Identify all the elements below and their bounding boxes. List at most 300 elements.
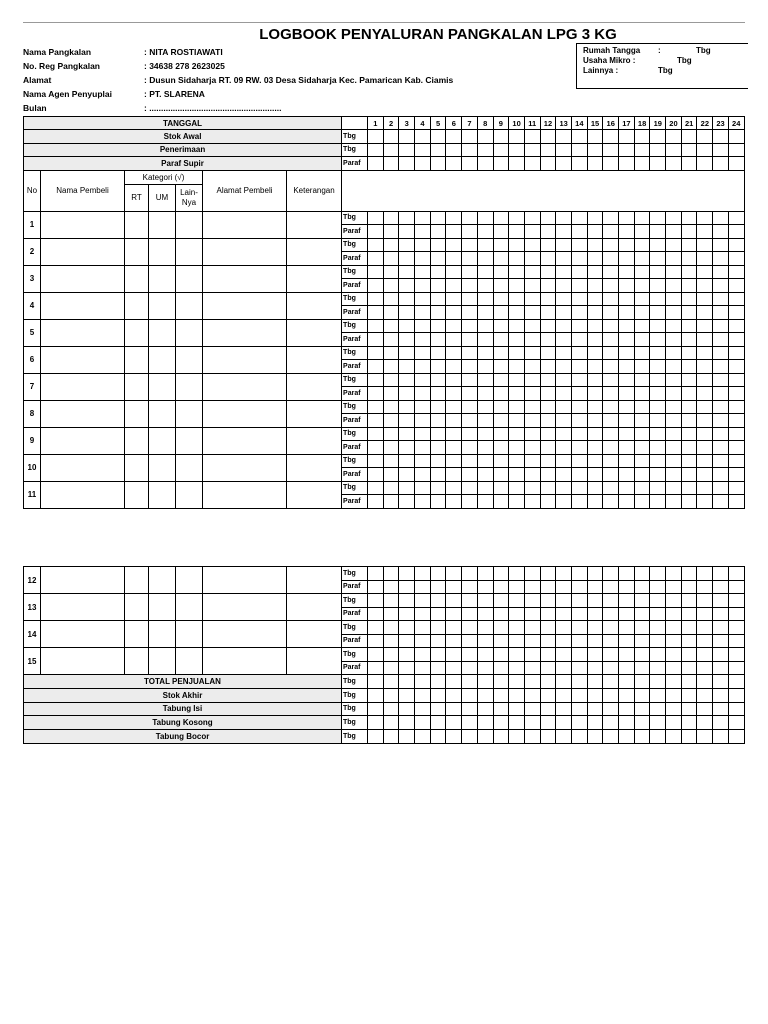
day-cell[interactable] — [430, 495, 446, 509]
day-cell[interactable] — [399, 400, 415, 414]
day-cell[interactable] — [477, 360, 493, 374]
day-cell[interactable] — [571, 238, 587, 252]
day-cell[interactable] — [509, 495, 525, 509]
day-cell[interactable] — [462, 427, 478, 441]
rt-cell[interactable] — [125, 265, 149, 292]
day-cell[interactable] — [399, 648, 415, 662]
day-cell[interactable] — [619, 400, 635, 414]
day-cell[interactable] — [587, 252, 603, 266]
day-cell[interactable] — [462, 279, 478, 293]
day-cell[interactable] — [556, 143, 572, 157]
day-cell[interactable] — [603, 143, 619, 157]
day-cell[interactable] — [477, 427, 493, 441]
day-cell[interactable] — [399, 211, 415, 225]
day-cell[interactable] — [399, 607, 415, 621]
day-cell[interactable] — [383, 621, 399, 635]
day-cell[interactable] — [383, 468, 399, 482]
day-cell[interactable] — [462, 661, 478, 675]
day-cell[interactable] — [571, 648, 587, 662]
day-cell[interactable] — [666, 225, 682, 239]
day-cell[interactable] — [462, 567, 478, 581]
day-cell[interactable] — [430, 634, 446, 648]
day-cell[interactable] — [368, 252, 384, 266]
day-cell[interactable] — [462, 648, 478, 662]
day-cell[interactable] — [728, 675, 744, 689]
day-cell[interactable] — [493, 688, 509, 702]
day-cell[interactable] — [540, 279, 556, 293]
day-cell[interactable] — [681, 441, 697, 455]
day-cell[interactable] — [650, 675, 666, 689]
day-cell[interactable] — [603, 306, 619, 320]
day-cell[interactable] — [634, 468, 650, 482]
day-cell[interactable] — [728, 292, 744, 306]
day-cell[interactable] — [415, 292, 431, 306]
day-cell[interactable] — [619, 454, 635, 468]
day-cell[interactable] — [415, 414, 431, 428]
day-cell[interactable] — [462, 373, 478, 387]
day-cell[interactable] — [587, 634, 603, 648]
day-cell[interactable] — [446, 279, 462, 293]
day-cell[interactable] — [383, 252, 399, 266]
day-cell[interactable] — [477, 594, 493, 608]
day-cell[interactable] — [399, 265, 415, 279]
day-cell[interactable] — [493, 702, 509, 716]
day-cell[interactable] — [509, 387, 525, 401]
day-cell[interactable] — [650, 607, 666, 621]
day-cell[interactable] — [493, 607, 509, 621]
day-cell[interactable] — [524, 130, 540, 144]
day-cell[interactable] — [383, 143, 399, 157]
day-cell[interactable] — [587, 580, 603, 594]
day-cell[interactable] — [571, 306, 587, 320]
day-cell[interactable] — [509, 481, 525, 495]
day-cell[interactable] — [728, 360, 744, 374]
day-cell[interactable] — [524, 688, 540, 702]
day-cell[interactable] — [603, 346, 619, 360]
day-cell[interactable] — [728, 130, 744, 144]
day-cell[interactable] — [634, 675, 650, 689]
day-cell[interactable] — [556, 279, 572, 293]
day-cell[interactable] — [430, 157, 446, 171]
rt-cell[interactable] — [125, 400, 149, 427]
day-cell[interactable] — [556, 333, 572, 347]
day-cell[interactable] — [524, 292, 540, 306]
day-cell[interactable] — [399, 468, 415, 482]
day-cell[interactable] — [713, 594, 729, 608]
day-cell[interactable] — [666, 319, 682, 333]
day-cell[interactable] — [571, 225, 587, 239]
day-cell[interactable] — [540, 495, 556, 509]
day-cell[interactable] — [446, 716, 462, 730]
day-cell[interactable] — [587, 360, 603, 374]
day-cell[interactable] — [666, 661, 682, 675]
day-cell[interactable] — [446, 400, 462, 414]
day-cell[interactable] — [713, 360, 729, 374]
day-cell[interactable] — [540, 414, 556, 428]
day-cell[interactable] — [540, 360, 556, 374]
day-cell[interactable] — [603, 688, 619, 702]
day-cell[interactable] — [713, 427, 729, 441]
day-cell[interactable] — [446, 346, 462, 360]
day-cell[interactable] — [556, 211, 572, 225]
lainnya-cell[interactable] — [176, 319, 203, 346]
day-cell[interactable] — [666, 143, 682, 157]
day-cell[interactable] — [556, 414, 572, 428]
day-cell[interactable] — [556, 621, 572, 635]
day-cell[interactable] — [430, 292, 446, 306]
day-cell[interactable] — [728, 265, 744, 279]
day-cell[interactable] — [697, 621, 713, 635]
day-cell[interactable] — [493, 675, 509, 689]
day-cell[interactable] — [697, 252, 713, 266]
day-cell[interactable] — [619, 441, 635, 455]
day-cell[interactable] — [477, 607, 493, 621]
day-cell[interactable] — [430, 481, 446, 495]
day-cell[interactable] — [415, 481, 431, 495]
day-cell[interactable] — [713, 495, 729, 509]
day-cell[interactable] — [713, 702, 729, 716]
day-cell[interactable] — [556, 400, 572, 414]
day-cell[interactable] — [540, 688, 556, 702]
day-cell[interactable] — [650, 225, 666, 239]
day-cell[interactable] — [697, 265, 713, 279]
day-cell[interactable] — [493, 730, 509, 744]
buyer-address-cell[interactable] — [203, 567, 287, 594]
day-cell[interactable] — [634, 730, 650, 744]
day-cell[interactable] — [493, 346, 509, 360]
day-cell[interactable] — [603, 454, 619, 468]
day-cell[interactable] — [650, 292, 666, 306]
day-cell[interactable] — [666, 468, 682, 482]
day-cell[interactable] — [556, 580, 572, 594]
day-cell[interactable] — [524, 481, 540, 495]
day-cell[interactable] — [728, 427, 744, 441]
day-cell[interactable] — [509, 634, 525, 648]
day-cell[interactable] — [462, 130, 478, 144]
day-cell[interactable] — [728, 594, 744, 608]
day-cell[interactable] — [603, 238, 619, 252]
day-cell[interactable] — [603, 495, 619, 509]
day-cell[interactable] — [603, 607, 619, 621]
notes-cell[interactable] — [287, 481, 342, 508]
day-cell[interactable] — [477, 634, 493, 648]
notes-cell[interactable] — [287, 211, 342, 238]
day-cell[interactable] — [666, 441, 682, 455]
day-cell[interactable] — [446, 661, 462, 675]
day-cell[interactable] — [619, 634, 635, 648]
day-cell[interactable] — [634, 594, 650, 608]
day-cell[interactable] — [619, 387, 635, 401]
day-cell[interactable] — [697, 427, 713, 441]
day-cell[interactable] — [540, 130, 556, 144]
day-cell[interactable] — [399, 143, 415, 157]
day-cell[interactable] — [524, 319, 540, 333]
day-cell[interactable] — [556, 495, 572, 509]
day-cell[interactable] — [634, 143, 650, 157]
day-cell[interactable] — [713, 468, 729, 482]
day-cell[interactable] — [493, 360, 509, 374]
day-cell[interactable] — [415, 143, 431, 157]
day-cell[interactable] — [634, 702, 650, 716]
day-cell[interactable] — [493, 441, 509, 455]
day-cell[interactable] — [509, 211, 525, 225]
notes-cell[interactable] — [287, 454, 342, 481]
day-cell[interactable] — [493, 567, 509, 581]
day-cell[interactable] — [415, 495, 431, 509]
day-cell[interactable] — [415, 319, 431, 333]
day-cell[interactable] — [697, 157, 713, 171]
day-cell[interactable] — [540, 252, 556, 266]
notes-cell[interactable] — [287, 373, 342, 400]
day-cell[interactable] — [415, 454, 431, 468]
day-cell[interactable] — [446, 333, 462, 347]
day-cell[interactable] — [728, 373, 744, 387]
day-cell[interactable] — [713, 292, 729, 306]
day-cell[interactable] — [383, 495, 399, 509]
day-cell[interactable] — [383, 333, 399, 347]
day-cell[interactable] — [430, 567, 446, 581]
day-cell[interactable] — [415, 238, 431, 252]
day-cell[interactable] — [446, 594, 462, 608]
day-cell[interactable] — [681, 373, 697, 387]
day-cell[interactable] — [493, 387, 509, 401]
day-cell[interactable] — [619, 607, 635, 621]
day-cell[interactable] — [383, 634, 399, 648]
day-cell[interactable] — [430, 580, 446, 594]
day-cell[interactable] — [650, 360, 666, 374]
day-cell[interactable] — [634, 238, 650, 252]
day-cell[interactable] — [540, 716, 556, 730]
day-cell[interactable] — [681, 621, 697, 635]
um-cell[interactable] — [149, 400, 176, 427]
day-cell[interactable] — [540, 567, 556, 581]
day-cell[interactable] — [368, 675, 384, 689]
day-cell[interactable] — [603, 648, 619, 662]
day-cell[interactable] — [681, 688, 697, 702]
day-cell[interactable] — [650, 716, 666, 730]
day-cell[interactable] — [556, 730, 572, 744]
day-cell[interactable] — [681, 675, 697, 689]
day-cell[interactable] — [540, 607, 556, 621]
day-cell[interactable] — [399, 130, 415, 144]
buyer-name-cell[interactable] — [41, 373, 125, 400]
um-cell[interactable] — [149, 621, 176, 648]
day-cell[interactable] — [509, 400, 525, 414]
day-cell[interactable] — [415, 427, 431, 441]
day-cell[interactable] — [728, 730, 744, 744]
day-cell[interactable] — [509, 252, 525, 266]
day-cell[interactable] — [697, 716, 713, 730]
day-cell[interactable] — [650, 130, 666, 144]
day-cell[interactable] — [540, 468, 556, 482]
day-cell[interactable] — [383, 661, 399, 675]
day-cell[interactable] — [509, 454, 525, 468]
day-cell[interactable] — [446, 265, 462, 279]
day-cell[interactable] — [399, 279, 415, 293]
day-cell[interactable] — [430, 333, 446, 347]
day-cell[interactable] — [713, 387, 729, 401]
day-cell[interactable] — [728, 702, 744, 716]
day-cell[interactable] — [446, 441, 462, 455]
day-cell[interactable] — [603, 252, 619, 266]
day-cell[interactable] — [619, 373, 635, 387]
day-cell[interactable] — [383, 238, 399, 252]
day-cell[interactable] — [462, 292, 478, 306]
day-cell[interactable] — [399, 481, 415, 495]
day-cell[interactable] — [619, 360, 635, 374]
day-cell[interactable] — [571, 292, 587, 306]
day-cell[interactable] — [383, 567, 399, 581]
day-cell[interactable] — [587, 688, 603, 702]
day-cell[interactable] — [462, 454, 478, 468]
day-cell[interactable] — [587, 468, 603, 482]
day-cell[interactable] — [509, 143, 525, 157]
day-cell[interactable] — [634, 567, 650, 581]
day-cell[interactable] — [571, 730, 587, 744]
day-cell[interactable] — [681, 387, 697, 401]
day-cell[interactable] — [477, 319, 493, 333]
day-cell[interactable] — [493, 495, 509, 509]
day-cell[interactable] — [446, 211, 462, 225]
day-cell[interactable] — [619, 468, 635, 482]
day-cell[interactable] — [399, 661, 415, 675]
day-cell[interactable] — [368, 495, 384, 509]
day-cell[interactable] — [509, 594, 525, 608]
day-cell[interactable] — [666, 279, 682, 293]
day-cell[interactable] — [415, 580, 431, 594]
day-cell[interactable] — [681, 130, 697, 144]
day-cell[interactable] — [603, 360, 619, 374]
day-cell[interactable] — [509, 661, 525, 675]
day-cell[interactable] — [540, 346, 556, 360]
day-cell[interactable] — [697, 373, 713, 387]
day-cell[interactable] — [524, 225, 540, 239]
day-cell[interactable] — [524, 400, 540, 414]
day-cell[interactable] — [509, 675, 525, 689]
lainnya-cell[interactable] — [176, 567, 203, 594]
day-cell[interactable] — [587, 607, 603, 621]
day-cell[interactable] — [415, 688, 431, 702]
day-cell[interactable] — [650, 441, 666, 455]
day-cell[interactable] — [446, 360, 462, 374]
day-cell[interactable] — [462, 730, 478, 744]
day-cell[interactable] — [587, 373, 603, 387]
day-cell[interactable] — [509, 292, 525, 306]
day-cell[interactable] — [509, 319, 525, 333]
day-cell[interactable] — [493, 427, 509, 441]
buyer-name-cell[interactable] — [41, 211, 125, 238]
day-cell[interactable] — [493, 454, 509, 468]
day-cell[interactable] — [415, 661, 431, 675]
day-cell[interactable] — [556, 238, 572, 252]
day-cell[interactable] — [619, 648, 635, 662]
day-cell[interactable] — [728, 346, 744, 360]
day-cell[interactable] — [728, 495, 744, 509]
day-cell[interactable] — [430, 143, 446, 157]
day-cell[interactable] — [430, 306, 446, 320]
buyer-name-cell[interactable] — [41, 427, 125, 454]
day-cell[interactable] — [728, 414, 744, 428]
day-cell[interactable] — [415, 373, 431, 387]
day-cell[interactable] — [697, 688, 713, 702]
day-cell[interactable] — [493, 157, 509, 171]
day-cell[interactable] — [697, 730, 713, 744]
day-cell[interactable] — [728, 661, 744, 675]
day-cell[interactable] — [493, 400, 509, 414]
day-cell[interactable] — [556, 648, 572, 662]
day-cell[interactable] — [493, 661, 509, 675]
day-cell[interactable] — [603, 373, 619, 387]
day-cell[interactable] — [383, 414, 399, 428]
day-cell[interactable] — [556, 387, 572, 401]
day-cell[interactable] — [603, 481, 619, 495]
day-cell[interactable] — [399, 373, 415, 387]
lainnya-cell[interactable] — [176, 211, 203, 238]
day-cell[interactable] — [430, 454, 446, 468]
day-cell[interactable] — [446, 319, 462, 333]
day-cell[interactable] — [399, 238, 415, 252]
day-cell[interactable] — [509, 414, 525, 428]
day-cell[interactable] — [383, 730, 399, 744]
day-cell[interactable] — [728, 143, 744, 157]
lainnya-cell[interactable] — [176, 621, 203, 648]
day-cell[interactable] — [666, 306, 682, 320]
day-cell[interactable] — [524, 157, 540, 171]
um-cell[interactable] — [149, 567, 176, 594]
day-cell[interactable] — [619, 414, 635, 428]
day-cell[interactable] — [713, 675, 729, 689]
buyer-address-cell[interactable] — [203, 346, 287, 373]
lainnya-cell[interactable] — [176, 265, 203, 292]
day-cell[interactable] — [634, 481, 650, 495]
day-cell[interactable] — [493, 414, 509, 428]
day-cell[interactable] — [415, 225, 431, 239]
day-cell[interactable] — [430, 373, 446, 387]
day-cell[interactable] — [415, 621, 431, 635]
day-cell[interactable] — [713, 441, 729, 455]
day-cell[interactable] — [509, 238, 525, 252]
day-cell[interactable] — [666, 346, 682, 360]
day-cell[interactable] — [619, 621, 635, 635]
day-cell[interactable] — [619, 661, 635, 675]
day-cell[interactable] — [556, 567, 572, 581]
day-cell[interactable] — [728, 716, 744, 730]
day-cell[interactable] — [634, 427, 650, 441]
day-cell[interactable] — [634, 648, 650, 662]
day-cell[interactable] — [493, 621, 509, 635]
day-cell[interactable] — [477, 265, 493, 279]
day-cell[interactable] — [603, 225, 619, 239]
day-cell[interactable] — [399, 319, 415, 333]
day-cell[interactable] — [493, 580, 509, 594]
day-cell[interactable] — [650, 333, 666, 347]
day-cell[interactable] — [666, 238, 682, 252]
day-cell[interactable] — [462, 400, 478, 414]
day-cell[interactable] — [524, 427, 540, 441]
day-cell[interactable] — [524, 594, 540, 608]
day-cell[interactable] — [399, 716, 415, 730]
day-cell[interactable] — [477, 730, 493, 744]
day-cell[interactable] — [524, 675, 540, 689]
buyer-address-cell[interactable] — [203, 427, 287, 454]
day-cell[interactable] — [368, 621, 384, 635]
day-cell[interactable] — [587, 454, 603, 468]
day-cell[interactable] — [666, 360, 682, 374]
buyer-name-cell[interactable] — [41, 265, 125, 292]
day-cell[interactable] — [540, 594, 556, 608]
day-cell[interactable] — [728, 481, 744, 495]
day-cell[interactable] — [697, 661, 713, 675]
